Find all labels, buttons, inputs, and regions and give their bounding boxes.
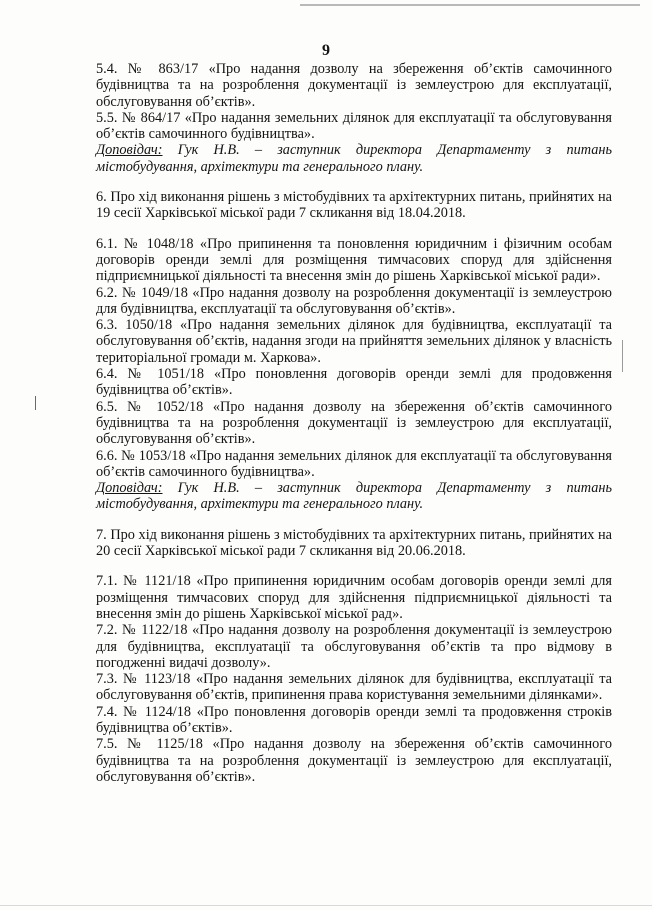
scan-edge-line [300,4,640,6]
page-number: 9 [322,42,330,59]
agenda-section-7: 7. Про хід виконання рішень з містобудівних та архітектурних питань, прийнятих на 20 сесії Харківської міської ради 7 скликання від 20.06.2018. [96,526,612,560]
agenda-content [96,61,612,785]
agenda-item-5-5: 5.5. № 864/17 «Про надання земельних ділянок для експлуатації та обслуговування об’єктів самочинного будівництва». [96,109,612,143]
agenda-item-6-6: 6.6. № 1053/18 «Про надання земельних ділянок для експлуатації та обслуговування об’єктів самочинного будівництва». [96,447,612,480]
agenda-item-6-5: 6.5. № 1052/18 «Про надання дозволу на збереження об’єктів самочинного будівництва та на розроблення документації із землеустрою для експлуатації, обслуговування об’єктів». [96,398,612,448]
agenda-item-7-3: 7.3. № 1123/18 «Про надання земельних ділянок для будівництва, експлуатації та обслуговування об’єктів, припинення права користування земельними ділянками». [96,671,612,704]
agenda-item-7-4: 7.4. № 1124/18 «Про поновлення договорів оренди землі та продовження строків будівництва об’єктів». [96,703,612,736]
speaker-note [96,480,612,513]
speaker-text: Гук Н.В. – заступник директора Департаменту з питань містобудування, архітектури та генерального плану. [96,480,612,513]
speaker-label: Доповідач: [96,480,163,497]
speaker-note [96,142,612,175]
scan-mark [35,396,36,410]
agenda-item-7-2: 7.2. № 1122/18 «Про надання дозволу на розроблення документації із землеустрою для будівництва, експлуатації та обслуговування об’єктів та про відмову в погодженні видачі дозволу». [96,622,612,671]
agenda-item-7-5: 7.5. № 1125/18 «Про надання дозволу на збереження об’єктів самочинного будівництва та на розроблення документації із землеустрою для експлуатації, обслуговування об’єктів». [96,736,612,785]
agenda-item-6-3: 6.3. 1050/18 «Про надання земельних ділянок для будівництва, експлуатації та обслуговування об’єктів, надання згоди на прийняття земельних ділянок у власність територіальної громади м. Харкова». [96,317,612,366]
speaker-label: Доповідач: [96,142,163,159]
agenda-item-5-4: 5.4. № 863/17 «Про надання дозволу на збереження об’єктів самочинного будівництва та на розроблення документації із землеустрою для експлуатації, обслуговування об’єктів». [96,61,612,110]
agenda-section-6: 6. Про хід виконання рішень з містобудівних та архітектурних питань, прийнятих на 19 сесії Харківської міської ради 7 скликання від 18.04.2018. [96,189,612,222]
agenda-item-6-2: 6.2. № 1049/18 «Про надання дозволу на розроблення документації із землеустрою для будівництва, експлуатації та обслуговування об’єктів». [96,284,612,317]
scan-edge-line [0,905,652,906]
speaker-text: Гук Н.В. – заступник директора Департаменту з питань містобудування, архітектури та генерального плану. [96,142,612,175]
scan-mark [622,340,623,372]
agenda-item-7-1: 7.1. № 1121/18 «Про припинення юридичним особам договорів оренди землі для розміщення тимчасових споруд для здійснення підприємницької діяльності та внесення змін до рішень Харківської міської рад». [96,573,612,622]
agenda-item-6-4: 6.4. № 1051/18 «Про поновлення договорів оренди землі для продовження будівництва об’єктів». [96,366,612,399]
agenda-item-6-1: 6.1. № 1048/18 «Про припинення та поновлення юридичним і фізичним особам договорів оренди землі для розміщення тимчасових споруд для здійснення підприємницької діяльності та внесення змін до рішень Харківської міської ради». [96,235,612,285]
